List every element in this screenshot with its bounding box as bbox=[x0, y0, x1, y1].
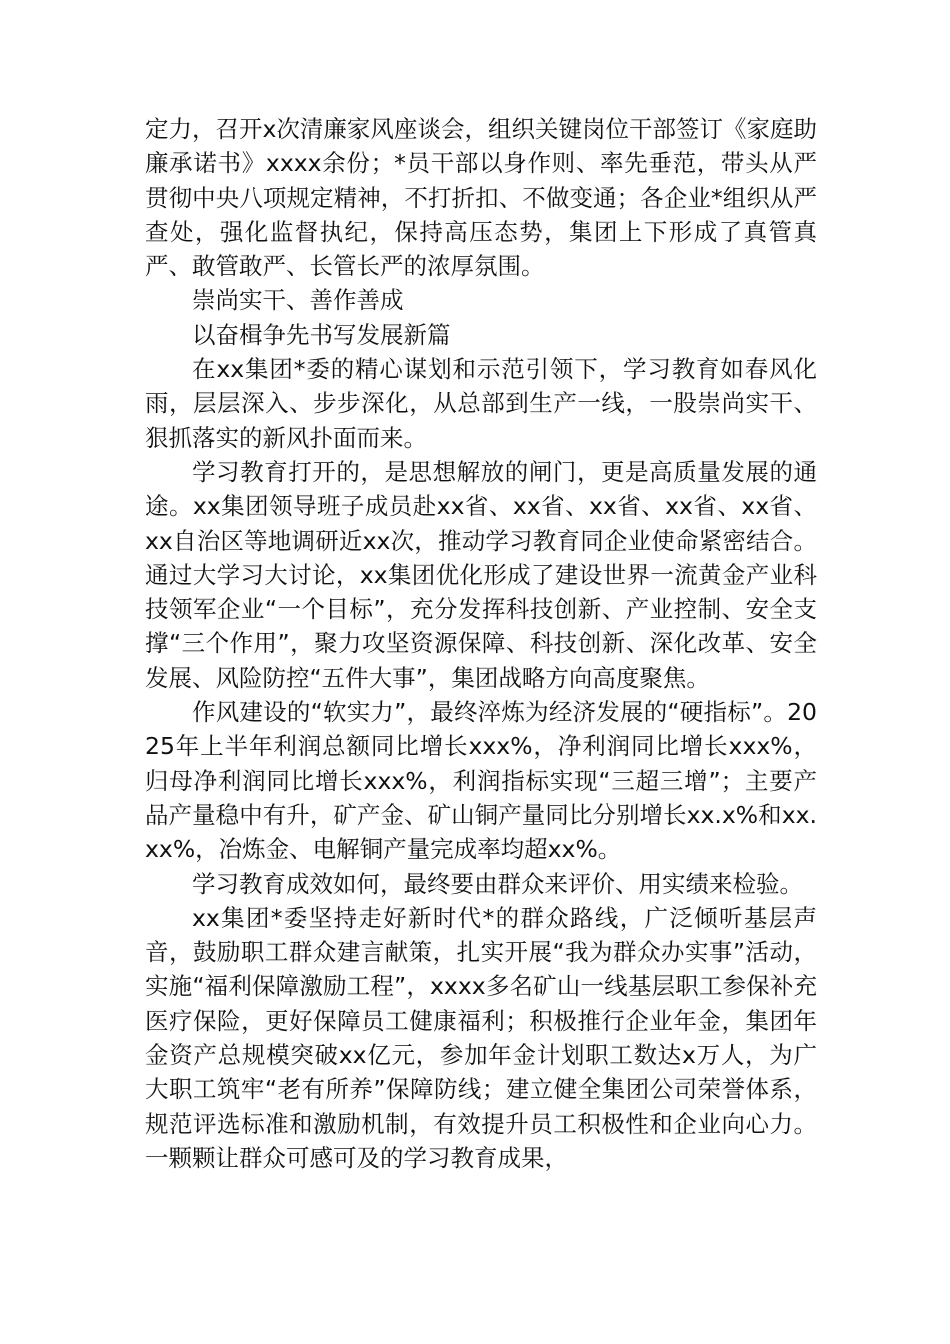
paragraph-6: xx集团*委坚持走好新时代*的群众路线，广泛倾听基层声音，鼓励职工群众建言献策，扎实开展“我为群众办实事”活动，实施“福利保障激励工程”，xxxx多名矿山一线基层职工参保补充医疗保险，更好保障员工健康福利；积极推行企业年金，集团年金资产总规模突破xx亿元，参加年金计划职工数达x万人，为广大职工筑牢“老有所养”保障防线；建立健全集团公司荣誉体系，规范评选标准和激励机制，有效提升员工积极性和企业向心力。一颗颗让群众可感可及的学习教育成果， bbox=[145, 903, 817, 1172]
paragraph-5: 学习教育成效如何，最终要由群众来评价、用实绩来检验。 bbox=[192, 869, 803, 898]
document-body bbox=[145, 112, 817, 1175]
paragraph-3: 学习教育打开的，是思想解放的闸门，更是高质量发展的通途。xx集团领导班子成员赴xx省、xx省、xx省、xx省、xx省、xx自治区等地调研近xx次，推动学习教育同企业使命紧密结合。通过大学习大讨论，xx集团优化形成了建设世界一流黄金产业科技领军企业“一个目标”，充分发挥科技创新、产业控制、安全支撑“三个作用”，聚力攻坚资源保障、科技创新、深化改革、安全发展、风险防控“五件大事”，集团战略方向高度聚焦。 bbox=[145, 457, 817, 692]
section-heading: 崇尚实干、善作善成 bbox=[192, 286, 404, 315]
paragraph-1: 定力，召开x次清廉家风座谈会，组织关键岗位干部签订《家庭助廉承诺书》xxxx余份；*员干部以身作则、率先垂范，带头从严贯彻中央八项规定精神，不打折扣、不做变通；各企业*组织从严查处，强化监督执纪，保持高压态势，集团上下形成了真管真严、敢管敢严、长管长严的浓厚氛围。 bbox=[145, 115, 817, 281]
paragraph-2: 在xx集团*委的精心谋划和示范引领下，学习教育如春风化雨，层层深入、步步深化，从总部到生产一线，一股崇尚实干、狠抓落实的新风扑面而来。 bbox=[145, 355, 817, 452]
paragraph-4: 作风建设的“软实力”，最终淬炼为经济发展的“硬指标”。2025年上半年利润总额同比增长xxx%，净利润同比增长xxx%，归母净利润同比增长xxx%，利润指标实现“三超三增”；主要产品产量稳中有升，矿产金、矿山铜产量同比分别增长xx.x%和xx.xx%，冶炼金、电解铜产量完成率均超xx%。 bbox=[145, 698, 817, 864]
section-subheading: 以奋楫争先书写发展新篇 bbox=[192, 320, 451, 349]
